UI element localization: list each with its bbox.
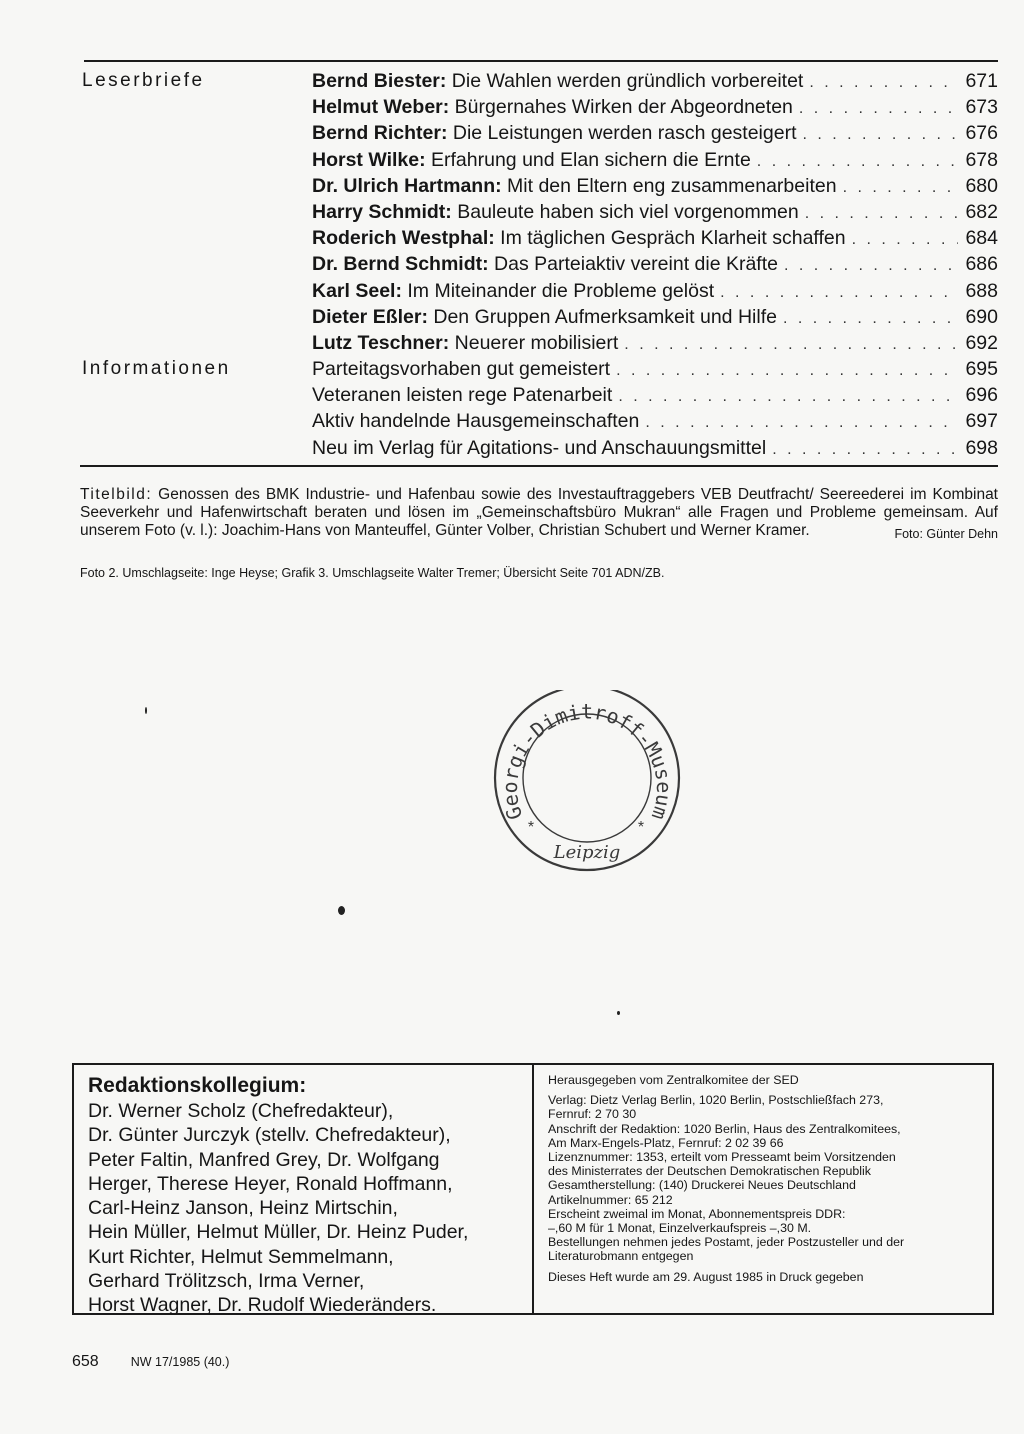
entry-page-number: 688 (965, 279, 998, 302)
dot-leader (784, 253, 958, 279)
dot-leader (720, 280, 958, 306)
toc-entry (312, 408, 998, 434)
entry-author: Bernd Richter: (312, 122, 448, 145)
dot-leader (624, 332, 958, 358)
toc-entry (312, 173, 998, 199)
entry-page-number: 697 (965, 410, 998, 433)
entry-author: Roderich Westphal: (312, 227, 495, 250)
entry-title: Aktiv handelnde Hausgemeinschaften (312, 410, 640, 433)
entry-page-number: 690 (965, 305, 998, 328)
board-member-line: Dr. Werner Scholz (Chefredakteur), (88, 1100, 394, 1122)
entry-title: Die Wahlen werden gründlich vorbereitet (451, 70, 804, 92)
entry-author: Lutz Teschner: (312, 331, 450, 354)
entry-title: Erfahrung und Elan sichern die Ernte (431, 148, 751, 171)
caption-text: Genossen des BMK Industrie- und Hafenbau sowie des Investauftraggebers VEB Deutfracht/ Seereederei im Kombinat Seeverkehr und Hafenwirtschaft beraten und lösen im „Gemeinschaftsbüro Mukran“ alle Fragen und Probleme gemeinsam. Auf unserem Foto (v. l.): Joachim-Hans von Manteuffel, Günter Volber, Christian Schubert und Werner Kramer. (80, 486, 998, 539)
imprint-line: des Ministerrates der Deutschen Demokratischen Republik (548, 1164, 871, 1179)
editorial-board-title: Redaktionskollegium: (88, 1074, 307, 1097)
stamp-star-right: * (637, 819, 645, 836)
toc-entry (312, 225, 998, 251)
toc-entry (312, 94, 998, 120)
entry-page-number: 695 (965, 358, 998, 381)
entry-title: Mit den Eltern eng zusammenarbeiten (507, 174, 837, 197)
section-label: Informationen (82, 358, 231, 380)
dot-leader (805, 201, 958, 227)
dot-leader (799, 96, 958, 122)
caption-lead: Titelbild: (80, 486, 153, 503)
ink-speck (617, 1011, 620, 1015)
entry-page-number: 671 (965, 70, 998, 92)
board-member-line: Carl-Heinz Janson, Heinz Mirtschin, (88, 1197, 398, 1220)
editorial-board (74, 1065, 534, 1317)
toc-entry (312, 304, 998, 330)
entry-author: Karl Seel: (312, 279, 402, 302)
imprint-line: Fernruf: 2 70 30 (548, 1107, 637, 1122)
toc-entry (312, 382, 998, 408)
ink-speck (145, 707, 147, 714)
dot-leader (645, 410, 958, 436)
entry-page-number: 678 (965, 148, 998, 171)
dot-leader (809, 70, 958, 96)
entry-author: Dieter Eßler: (312, 305, 428, 328)
entry-page-number: 673 (965, 96, 998, 119)
entry-author: Helmut Weber: (312, 96, 450, 119)
entry-page-number: 684 (965, 227, 998, 250)
toc-entry (312, 120, 998, 146)
entry-title: Das Parteiaktiv vereint die Kräfte (494, 253, 778, 276)
entry-page-number: 692 (965, 331, 998, 354)
imprint-line: Gesamtherstellung: (140) Druckerei Neues Deutschland (548, 1178, 856, 1193)
imprint-line: Erscheint zweimal im Monat, Abonnementspreis DDR: (548, 1206, 846, 1221)
imprint-paragraph (548, 1093, 980, 1263)
entry-title: Parteitagsvorhaben gut gemeistert (312, 358, 611, 381)
imprint-paragraph (548, 1270, 980, 1284)
imprint-line: Bestellungen nehmen jedes Postamt, jeder Postzusteller und der (548, 1235, 905, 1250)
imprint-line: Lizenznummer: 1353, erteilt vom Presseamt beim Vorsitzenden (548, 1150, 896, 1165)
entry-page-number: 676 (965, 122, 998, 145)
imprint-line: Dieses Heft wurde am 29. August 1985 in Druck gegeben (548, 1269, 864, 1284)
table-of-contents (80, 68, 998, 461)
dot-leader (618, 384, 958, 410)
entry-title: Neuerer mobilisiert (454, 331, 619, 354)
photo-credit: Foto: Günter Dehn (894, 527, 998, 541)
toc-entries (312, 356, 998, 461)
dot-leader (772, 437, 958, 463)
toc-section (80, 68, 998, 356)
board-member-line: Horst Wagner, Dr. Rudolf Wiederänders. (88, 1294, 437, 1317)
toc-entry (312, 278, 998, 304)
entry-page-number: 682 (965, 200, 998, 223)
top-rule (84, 60, 998, 62)
toc-entry (312, 330, 998, 356)
entry-title: Veteranen leisten rege Patenarbeit (312, 384, 613, 407)
cover-caption (80, 486, 998, 543)
editorial-board-members (88, 1099, 532, 1318)
board-member-line: Herger, Therese Heyer, Ronald Hoffmann, (88, 1172, 453, 1195)
board-member-line: Peter Faltin, Manfred Grey, Dr. Wolfgang (88, 1148, 440, 1171)
entry-title: Bauleute haben sich viel vorgenommen (457, 200, 799, 223)
imprint (534, 1065, 992, 1313)
imprint-line: Herausgegeben vom Zentralkomitee der SED (548, 1073, 799, 1087)
toc-section (80, 356, 998, 461)
entry-author: Dr. Bernd Schmidt: (312, 253, 489, 276)
entry-title: Im Miteinander die Probleme gelöst (407, 279, 715, 302)
entry-author: Harry Schmidt: (312, 200, 452, 223)
entry-title: Bürgernahes Wirken der Abgeordneten (454, 96, 793, 119)
board-member-line: Kurt Richter, Helmut Semmelmann, (88, 1245, 394, 1268)
toc-entry (312, 199, 998, 225)
entry-title: Neu im Verlag für Agitations- und Anschauungsmittel (312, 436, 767, 459)
imprint-line: Verlag: Dietz Verlag Berlin, 1020 Berlin, Postschließfach 273, (548, 1093, 884, 1108)
ink-speck (338, 906, 345, 915)
masthead-box (72, 1063, 994, 1315)
toc-entry (312, 147, 998, 173)
board-member-line: Gerhard Trölitzsch, Irma Verner, (88, 1270, 365, 1293)
issue-number: NW 17/1985 (40.) (130, 1355, 230, 1369)
image-credits: Foto 2. Umschlagseite: Inge Heyse; Grafik 3. Umschlagseite Walter Tremer; Übersicht Seite 701 ADN/ZB. (80, 566, 665, 580)
imprint-line: Anschrift der Redaktion: 1020 Berlin, Haus des Zentralkomitees, (548, 1121, 901, 1136)
dot-leader (852, 227, 958, 253)
entry-author: Horst Wilke: (312, 148, 426, 171)
toc-entry (312, 68, 998, 94)
entry-page-number: 680 (965, 174, 998, 197)
board-member-line: Hein Müller, Helmut Müller, Dr. Heinz Puder, (88, 1221, 469, 1244)
entry-page-number: 698 (965, 436, 998, 459)
dot-leader (616, 358, 958, 384)
toc-entries (312, 68, 998, 356)
board-member-line: Dr. Günter Jurczyk (stellv. Chefredakteur), (88, 1124, 451, 1147)
entry-page-number: 686 (965, 253, 998, 276)
toc-entry (312, 435, 998, 461)
entry-author: Dr. Ulrich Hartmann: (312, 174, 502, 197)
dot-leader (783, 306, 958, 332)
imprint-line: Artikelnummer: 65 212 (548, 1192, 673, 1207)
dot-leader (757, 149, 958, 175)
section-label: Leserbriefe (82, 70, 205, 91)
section-divider (80, 465, 998, 467)
imprint-paragraph (548, 1073, 980, 1087)
dot-leader (802, 122, 958, 148)
stamp-arc-text: Georgi-Dimitroff-Museum (497, 699, 677, 823)
entry-page-number: 696 (965, 384, 998, 407)
entry-title: Die Leistungen werden rasch gesteigert (452, 122, 797, 145)
dot-leader (843, 175, 958, 201)
page-footer (72, 1353, 229, 1371)
stamp-city-text: Leipzig (553, 842, 621, 863)
imprint-line: Am Marx-Engels-Platz, Fernruf: 2 02 39 66 (548, 1135, 784, 1150)
stamp-star-left: * (527, 819, 535, 836)
entry-title: Den Gruppen Aufmerksamkeit und Hilfe (433, 305, 777, 328)
page-number: 658 (72, 1353, 99, 1370)
toc-entry (312, 251, 998, 277)
museum-stamp (487, 690, 687, 874)
imprint-line: –,60 M für 1 Monat, Einzelverkaufspreis –,30 M. (548, 1221, 812, 1236)
entry-title: Im täglichen Gespräch Klarheit schaffen (500, 227, 846, 250)
toc-entry (312, 356, 998, 382)
imprint-line: Literaturobmann entgegen (548, 1249, 694, 1264)
entry-author: Bernd Biester: (312, 70, 447, 92)
